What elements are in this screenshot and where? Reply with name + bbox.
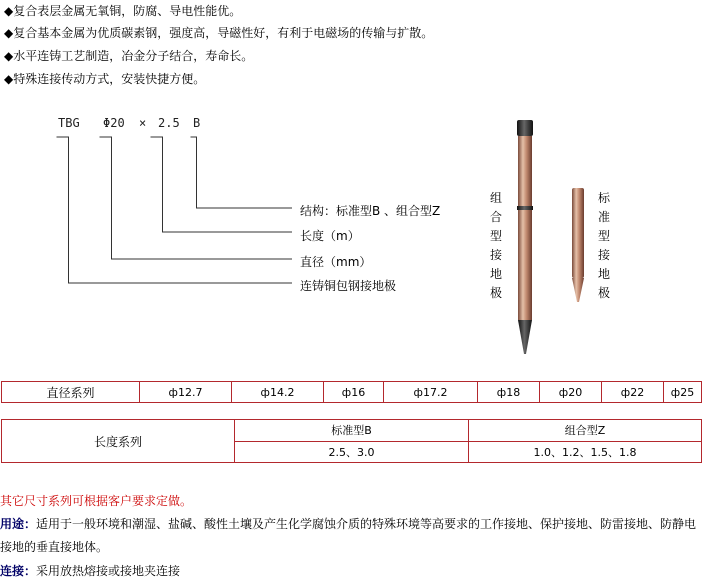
diameter-cell: ф12.7	[140, 382, 232, 403]
diameter-row	[2, 382, 702, 403]
code-type: B	[193, 116, 201, 130]
combined-rod-image	[505, 118, 545, 358]
label-structure: 结构：标准型B 、组合型Z	[300, 204, 441, 218]
length-row-1	[2, 420, 702, 442]
feature-4: ◆特殊连接传动方式，安装快捷方便。	[4, 72, 206, 86]
label-length: 长度（m）	[300, 229, 360, 243]
diameter-cell: ф17.2	[384, 382, 478, 403]
leader-lines	[0, 0, 460, 300]
usage-text: 适用于一般环境和潮湿、盐碱、酸性土壤及产生化学腐蚀介质的特殊环境等高要求的工作接地、保护接地、防雷接地、防静电接地的垂直接地体。	[0, 517, 697, 554]
connection-text: 采用放热熔接或接地夹连接	[36, 564, 181, 578]
length-combined-values: 1.0、1.2、1.5、1.8	[469, 441, 702, 463]
feature-3: ◆水平连铸工艺制造，冶金分子结合，寿命长。	[4, 49, 254, 63]
diameter-cell: ф20	[540, 382, 602, 403]
diameter-cell: ф22	[602, 382, 664, 403]
diameter-table	[1, 381, 702, 403]
diameter-cell: ф16	[324, 382, 384, 403]
label-name: 连铸铜包钢接地极	[300, 279, 397, 293]
code-times: ×	[139, 116, 147, 130]
length-col-combined-title: 组合型Z	[469, 420, 702, 442]
diameter-cell: ф18	[478, 382, 540, 403]
length-header: 长度系列	[2, 420, 235, 463]
connection-paragraph	[0, 560, 703, 583]
usage-label: 用途：	[0, 517, 37, 531]
feature-2: ◆复合基本金属为优质碳素钢，强度高，导磁性好，有利于电磁场的传输与扩散。	[4, 26, 434, 40]
label-standard-rod: 标准型接地极	[597, 191, 610, 300]
label-combined-rod: 组合型接地极	[489, 191, 502, 300]
feature-1: ◆复合表层金属无氧铜，防腐、导电性能优。	[4, 4, 242, 18]
length-table	[1, 419, 702, 463]
usage-paragraph	[0, 513, 703, 559]
diameter-cell: ф14.2	[232, 382, 324, 403]
label-diameter: 直径（mm）	[300, 255, 372, 269]
length-col-standard-title: 标准型B	[235, 420, 469, 442]
diameter-header: 直径系列	[2, 382, 140, 403]
diameter-cell: ф25	[664, 382, 702, 403]
custom-size-note: 其它尺寸系列可根据客户要求定做。	[0, 494, 193, 508]
code-prefix: TBG	[58, 116, 80, 130]
code-length: 2.5	[158, 116, 180, 130]
code-diameter: Φ20	[103, 116, 125, 130]
connection-label: 连接：	[0, 564, 37, 578]
standard-rod-image	[566, 186, 592, 306]
length-standard-values: 2.5、3.0	[235, 441, 469, 463]
